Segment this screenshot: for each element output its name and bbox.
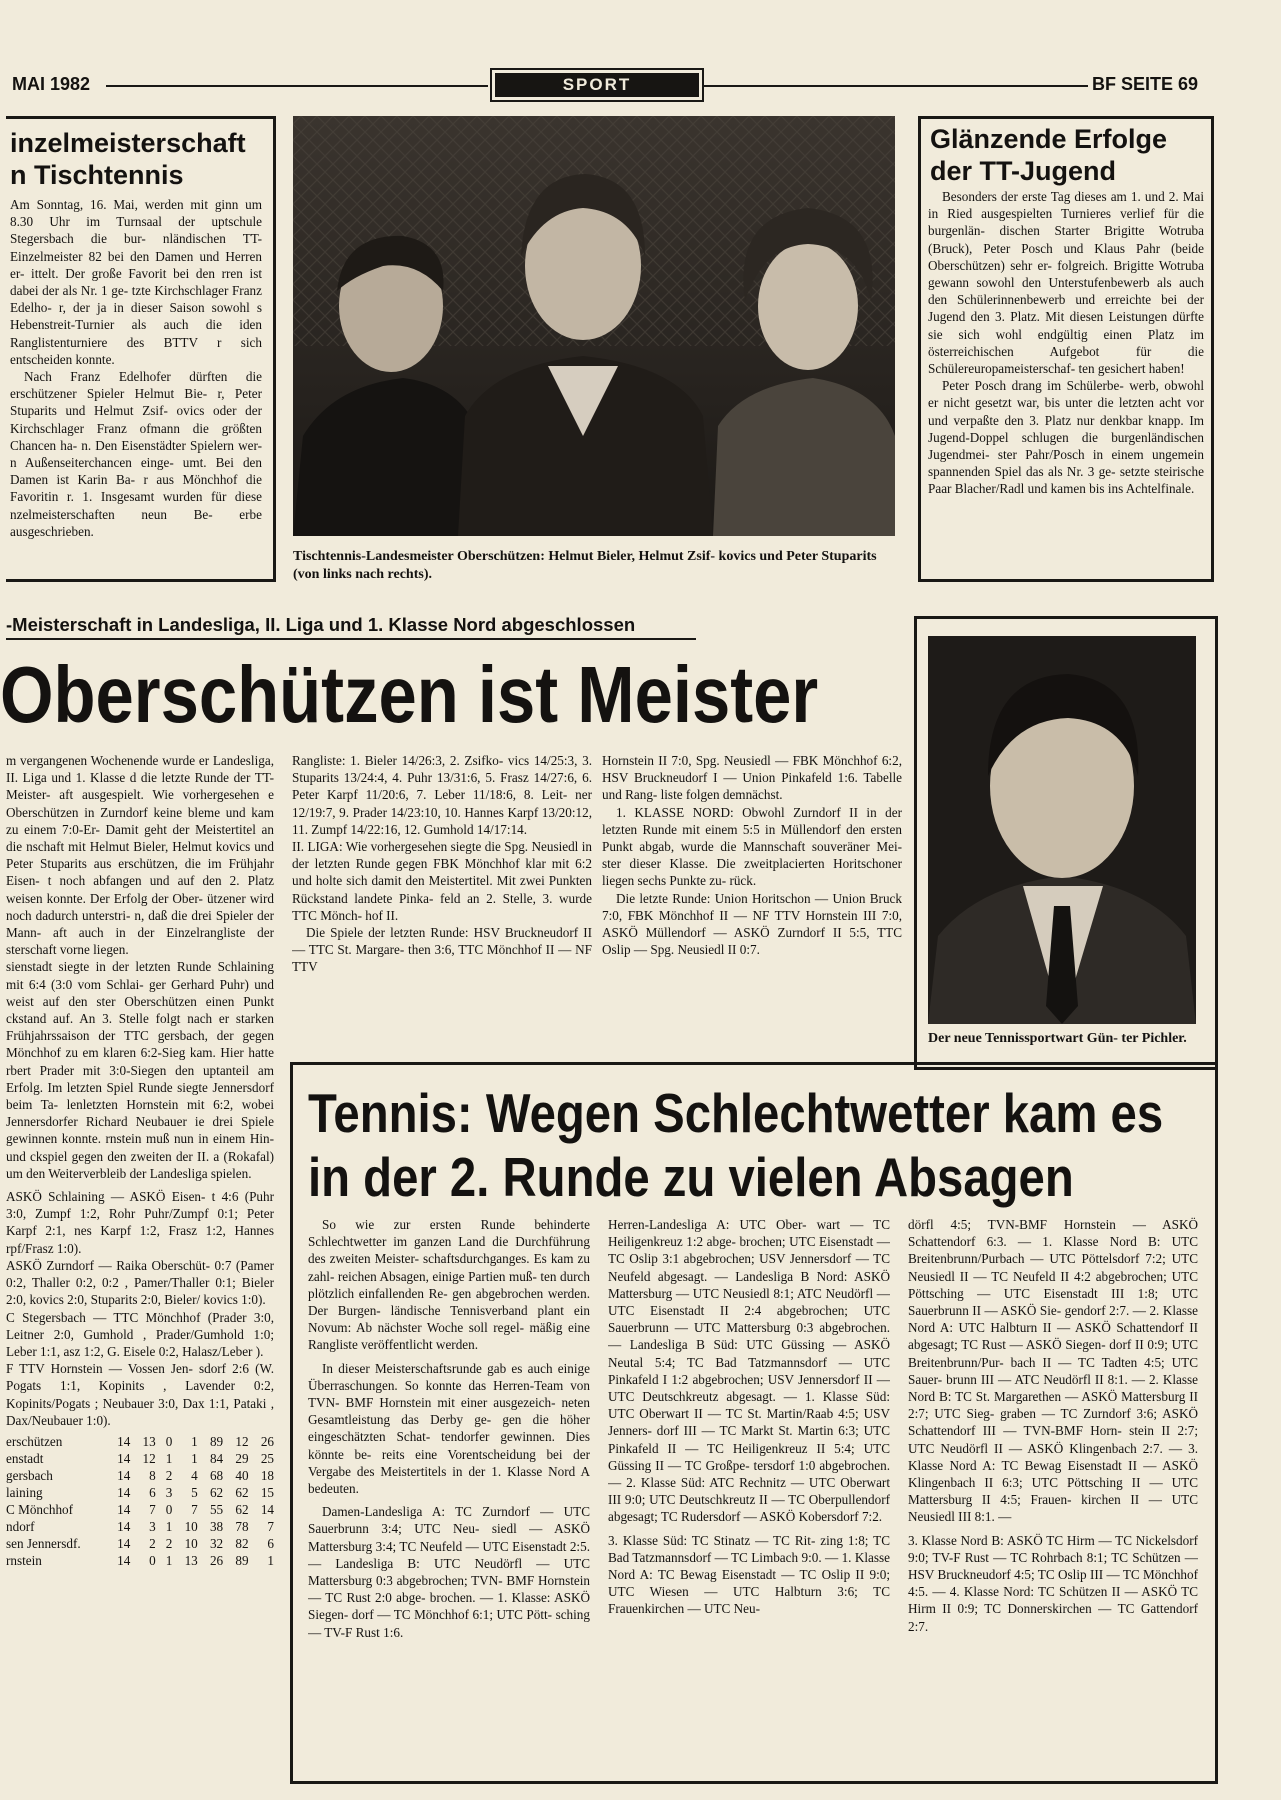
standings-value: 78 — [235, 1518, 249, 1534]
standings-team: enstadt — [6, 1450, 44, 1466]
standings-value: 10 — [184, 1535, 198, 1551]
meister-paragraph: Die Spiele der letzten Runde: HSV Bruckneudorf II — TTC St. Margare- then 3:6, TTC Mönchhof II — NF TTV — [292, 925, 592, 975]
meister-paragraph: Die letzte Runde: Union Horitschon — Union Bruck 7:0, FBK Mönchhof II — NF TTV Hornstein III 7:0, ASKÖ Müllendorf — ASKÖ Zurndorf II 5:5, TTC Oslip — Spg. Neusiedl II 0:7. — [602, 890, 902, 958]
standings-value: 1 — [165, 1450, 173, 1466]
standings-value: 14 — [117, 1433, 131, 1449]
standings-value: 12 — [235, 1433, 249, 1449]
standings-value: 55 — [209, 1501, 224, 1517]
standings-value: 13 — [184, 1552, 198, 1568]
standings-value: 7 — [149, 1501, 156, 1517]
photo-tt-players — [293, 116, 895, 536]
standings-row — [6, 1552, 274, 1569]
tt-einzel-title-2: n Tischtennis — [10, 160, 184, 190]
meister-paragraph: II. LIGA: Wie vorhergesehen siegte die Spg. Neusiedl in der letzten Runde gegen FBK Mönchhof klar mit 6:2 und holte sich damit den Meistertitel. Mit zwei Punkten Rückstand landete Pinka- feld an 2. Stelle, 3. wurde TTC Mönch- hof II. — [292, 839, 592, 923]
photo-pichler — [928, 636, 1196, 1024]
tennis-col-1 — [308, 1216, 590, 1772]
standings-value: 10 — [184, 1518, 198, 1534]
tennis-paragraph: 3. Klasse Nord B: ASKÖ TC Hirm — TC Nickelsdorf 9:0; TV-F Rust — TC Rohrbach 8:1; TC Schützen — HSV Bruckneudorf 4:5; TC Oslip III — TC Mönchhof 4:5. — 4. Klasse Nord: TC Schützen II — ASKÖ TC Hirm II 0:9; TC Donnerskirchen — TC Gattendorf 2:7. — [908, 1532, 1198, 1634]
standings-value: 14 — [117, 1552, 131, 1568]
standings-value: 6 — [267, 1535, 274, 1551]
standings-value: 14 — [260, 1501, 274, 1517]
standings-value: 40 — [235, 1467, 249, 1483]
meister-col-3 — [602, 752, 902, 1028]
standings-team: gersbach — [6, 1467, 53, 1483]
standings-value: 13 — [142, 1433, 156, 1449]
tennis-paragraph: So wie zur ersten Runde behinderte Schlechtwetter im ganzen Land die Durchführung des zweiten Meister- schaftsdurchganges. Es kam zu zahl- reichen Absagen, einige Partien muß- ten durch plötzlich einfallenden Re- gen abgebrochen werden. Der Burgen- ländische Tennisverband plant ein Novum: Ab nächster Woche soll regel- mäßig eine Rangliste veröffentlicht werden. — [308, 1217, 590, 1353]
tt-einzel-paragraph: Am Sonntag, 16. Mai, werden mit ginn um 8.30 Uhr im Turnsaal der uptschule Stegersbach die bur- nländischen TT-Einzelmeister 82 bei den Damen und Herren er- ittelt. Der große Favorit bei den rren ist dabei der als Nr. 1 ge- tzte Kirchschlager Franz Edelho- r, der ja in dieser Saison sowohl s Hebenstreit-Turnier als auch die iden Ranglistenturniere des BTTV r sich entscheiden konnte. — [10, 197, 262, 367]
standings-value: 25 — [260, 1450, 274, 1466]
standings-value: 6 — [149, 1484, 156, 1500]
standings-value: 32 — [209, 1535, 224, 1551]
standings-value: 1 — [165, 1518, 173, 1534]
standings-value: 89 — [235, 1552, 249, 1568]
standings-row — [6, 1518, 274, 1535]
standings-value: 1 — [191, 1433, 198, 1449]
standings-row — [6, 1433, 274, 1450]
standings-value: 5 — [191, 1484, 198, 1500]
tennis-paragraph: 3. Klasse Süd: TC Stinatz — TC Rit- zing 1:8; TC Bad Tatzmannsdorf — TC Limbach 9:0. — 1. Klasse Nord A: TC Bewag Eisenstadt — TC Oslip II 9:0; UTC Wiesen — UTC Halbturn 3:6; TC Frauenkirchen — UTC Neu- — [608, 1532, 890, 1617]
standings-value: 3 — [149, 1518, 156, 1534]
tt-jugend-paragraph: Besonders der erste Tag dieses am 1. und 2. Mai in Ried ausgespielten Turnieres verlief für die burgenlän- dischen Starter Brigitte Wotruba (Bruck), Peter Posch und Klaus Pahr (beide Oberschützen) sehr er- folgreich. Brigitte Wotruba gewann sowohl den Unterstufenbewerb als auch den Schülerinnenbewerb und erreichte bei der Jugend den 3. Platz. Mit diesen Leistungen dürfte sie sich wohl endgültig einen Platz im österreichischen Aufgebot für die Schülereuropameisterschaf- ten gesichert haben! — [928, 189, 1204, 377]
standings-value: 15 — [260, 1484, 274, 1500]
tt-jugend-paragraph: Peter Posch drang im Schülerbe- werb, obwohl er nicht gesetzt war, bis unter die letzten acht vor und verpaßte den 3. Platz nur denkbar knapp. Im Jugend-Doppel schlugen die burgenländischen Jugendmei- ster Pahr/Posch in einem ungemein spannenden Spiel das als Nr. 3 ge- setzte steirische Paar Blacher/Radl und kamen bis ins Achtelfinale. — [928, 378, 1204, 497]
standings-value: 29 — [235, 1450, 249, 1466]
standings-value: 2 — [149, 1535, 156, 1551]
standings-value: 82 — [235, 1535, 249, 1551]
tt-jugend-article — [928, 188, 1204, 576]
standings-value: 7 — [267, 1518, 274, 1534]
page-number: BF SEITE 69 — [1092, 74, 1199, 94]
standings-team: laining — [6, 1484, 43, 1500]
standings-value: 14 — [117, 1535, 131, 1551]
standings-value: 1 — [165, 1552, 173, 1568]
meister-paragraph: Rangliste: 1. Bieler 14/26:3, 2. Zsifko- vics 14/25:3, 3. Stuparits 13/24:4, 4. Puhr 13/31:6, 5. Frasz 14/27:6, 6. Peter Karpf 11/20:6, 7. Leber 11/18:6, 8. Leit- ner 12/19:7, 9. Prader 14/23:10, 10. Hannes Karpf 13/20:12, 11. Zumpf 14/22:16, 12. Gumhold 14/17:14. — [292, 753, 592, 837]
standings-value: 0 — [165, 1433, 173, 1449]
tt-jugend-title-2: der TT-Jugend — [930, 156, 1117, 186]
header-rule-left — [106, 85, 488, 87]
standings-value: 12 — [142, 1450, 156, 1466]
meister-result: ASKÖ Schlaining — ASKÖ Eisen- t 4:6 (Puhr 3:0, Zumpf 1:2, Rohr Puhr/Zumpf 0:1; Peter Karpf 2:1, nes Karpf 1:2, Frasz 1:2, Hannes rpf/Frasz 1:0). — [6, 1189, 274, 1256]
tt-einzel-title-1: inzelmeisterschaft — [10, 128, 246, 158]
tennis-paragraph: dörfl 4:5; TVN-BMF Hornstein — ASKÖ Schattendorf 6:3. — 1. Klasse Nord B: UTC Breitenbrunn/Purbach — UTC Pöttelsdorf 7:2; UTC Neusiedl II — TC Neufeld II 4:2 abgebrochen; UTC Pöttsching — UTC Eisenstadt III 1:8; UTC Sauerbrunn II — ASKÖ Sie- gendorf 2:7. — 2. Klasse Nord A: UTC Halbturn II — ASKÖ Schattendorf II abgesagt; TC Rust — ASKÖ Siegen- dorf II 0:9; UTC Breitenbrunn/Pur- bach II — TC Tadten 4:5; UTC Sauer- brunn III — ATC Neudörfl II 8:1. — 2. Klasse Nord B: TC St. Margarethen — ASKÖ Mattersburg II 2:7; UTC Sieg- graben — TC Zurndorf 3:6; ASKÖ Schattendorf III — TVN-BMF Horn- stein II 2:7; UTC Neudörfl II — ASKÖ Klingenbach 2:7. — 3. Klasse Nord A: TC Bewag Eisenstadt II — ASKÖ Klingenbach II 6:3; UTC Pöttsching II — UTC Mattersburg II 4:5; Frauen- kirchen II — UTC Neusiedl III 8:1. — — [908, 1217, 1198, 1525]
standings-value: 2 — [165, 1467, 173, 1483]
tennis-col-2 — [608, 1216, 890, 1772]
standings-value: 4 — [191, 1467, 198, 1483]
tt-jugend-title-1: Glänzende Erfolge — [930, 124, 1168, 154]
standings-value: 14 — [117, 1484, 131, 1500]
meister-result: ASKÖ Zurndorf — Raika Oberschüt- 0:7 (Pamer 0:2, Thaller 0:2, 0:2 , Pamer/Thaller 0:1; Bieler 2:0, kovics 2:0, Stuparits 2:0, Bieler/ kovics 1:0). — [6, 1257, 274, 1308]
standings-team: erschützen — [6, 1433, 63, 1449]
pichler-photo-image — [928, 636, 1196, 1024]
tennis-headline-1: Tennis: Wegen Schlechtwetter kam es — [308, 1082, 1164, 1144]
standings-team: rnstein — [6, 1552, 42, 1568]
meister-result: C Stegersbach — TTC Mönchhof (Prader 3:0, Leitner 2:0, Gumhold , Prader/Gumhold 1:0; Leber 1:1, asz 1:2, G. Eisele 0:2, Halasz/Leber ). — [6, 1309, 274, 1359]
tt-einzel-paragraph: Nach Franz Edelhofer dürften die erschützener Spieler Helmut Bie- r, Peter Stuparits und Helmut Zsif- ovics oder der Kirchschlager Franz ofmann die größten Chancen ha- n. Den Eisenstädter Spielern wer- n Außenseiterchancen einge- umt. Bei den Damen ist Karin Ba- r aus Mönchhof die Favoritin r. 1. Insgesamt wurden für diese nzelmeisterschaften neun Be- erbe ausgeschrieben. — [10, 369, 262, 539]
standings-value: 0 — [149, 1552, 156, 1568]
standings-value: 14 — [117, 1501, 131, 1517]
tennis-paragraph: Herren-Landesliga A: UTC Ober- wart — TC Heiligenkreuz 1:2 abge- brochen; UTC Eisenstadt — TC Oslip 3:1 abgebrochen; USV Jennersdorf — TC Neufeld abgesagt. — Landesliga B Nord: ASKÖ Mattersburg — UTC Neusiedl 8:1; ATC Neudörfl — UTC Eisenstadt II 2:4 abgebrochen; UTC Sauerbrunn — UTC Mattersburg 0:3 abgebrochen. — Landesliga B Süd: UTC Güssing — ASKÖ Neutal 5:4; TC Bad Tatzmannsdorf — UTC Pinkafeld I 1:2 abgebrochen; USV Jennersdorf II — UTC Deutschkreutz abgesagt. — 1. Klasse Süd: UTC Oberwart II — TC St. Martin/Raab 4:5; USV Jenners- dorf III — TC Markt St. Martin 6:3; UTC Pinkafeld II — TC Heiligenkreuz II 5:4; UTC Güssing II — TC Großpe- tersdorf 1:0 abgebrochen. — 2. Klasse Süd: ATC Rechnitz — UTC Oberwart III 9:0; UTC Deutschkreutz II — TC Oberpullendorf abgesagt; TC Rudersdorf — ASKÖ Kobersdorf 7:2. — [608, 1217, 890, 1525]
meister-result: F TTV Hornstein — Vossen Jen- sdorf 2:6 (W. Pogats 1:1, Kopinits , Lavender 0:2, Kopinits/Pogats ; Neubauer 3:0, Dax 1:1, Pataki , Dax/Neubauer 1:0). — [6, 1361, 274, 1428]
portrait-caption: Der neue Tennissportwart Gün- ter Pichler. — [928, 1031, 1187, 1046]
meister-col-2 — [292, 752, 592, 1028]
issue-date: MAI 1982 — [12, 74, 91, 94]
standings-row — [6, 1535, 274, 1552]
standings-value: 62 — [235, 1484, 249, 1500]
standings-team: sen Jennersdf. — [6, 1535, 81, 1551]
standings-team: C Mönchhof — [6, 1501, 74, 1517]
standings-value: 14 — [117, 1467, 131, 1483]
meister-paragraph: m vergangenen Wochenende wurde er Landesliga, II. Liga und 1. Klasse d die letzte Runde der TT-Meister- aft ausgespielt. Wie vorhergesehen e Oberschützen in Zurndorf keine bleme und kam zu einem 7:0-Er- Damit geht der Meistertitel an die nschaft mit Helmut Bieler, Helmut kovics und Peter Stuparits aus erschützen, die im Frühjahr Eisen- t noch abfangen und auf den 2. Platz weisen konnte. Der Erfolg der Ober- ützener wird noch dadurch unterstri- n, daß die drei Spieler der Mann- aft auch in der Einzelrangliste der sterschaft vorne liegen. — [6, 753, 274, 958]
standings-row — [6, 1450, 274, 1467]
standings-row — [6, 1467, 274, 1484]
standings-value: 7 — [191, 1501, 198, 1517]
standings-value: 1 — [267, 1552, 274, 1568]
standings-value: 62 — [235, 1501, 249, 1517]
photo-tt-caption: Tischtennis-Landesmeister Oberschützen: Helmut Bieler, Helmut Zsif- kovics und Peter Stuparits (von links nach rechts). — [293, 549, 877, 582]
standings-value: 68 — [209, 1467, 224, 1483]
meister-col-1 — [6, 752, 274, 1782]
meister-paragraph: 1. KLASSE NORD: Obwohl Zurndorf II in der letzten Runde mit einem 5:5 in Müllendorf den ersten Punkt abgab, wurde die Mannschaft souveräner Mei- ster dieser Klasse. Die zweitplacierten Horitschoner liegen sechs Punkte zu- rück. — [602, 804, 902, 889]
kicker-underline — [6, 638, 696, 640]
standings-value: 8 — [149, 1467, 156, 1483]
standings-value: 2 — [165, 1535, 173, 1551]
players-photo-image — [293, 116, 895, 536]
standings-value: 1 — [191, 1450, 198, 1466]
standings-value: 62 — [209, 1484, 224, 1500]
header-rule-right — [702, 85, 1088, 87]
tennis-paragraph: Damen-Landesliga A: TC Zurndorf — UTC Sauerbrunn 3:4; UTC Neu- siedl — ASKÖ Mattersburg 3:4; TC Neufeld — UTC Eisenstadt 2:5. — Landesliga B: UTC Neudörfl — UTC Mattersburg 0:3 abgebrochen; TVN- BMF Hornstein — TC Rust 2:0 abge- brochen. — 1. Klasse: ASKÖ Siegen- dorf — TC Mönchhof 6:1; UTC Pött- sching — TV-F Rust 1:6. — [308, 1504, 590, 1640]
tt-einzel-article — [10, 196, 262, 572]
section-label: SPORT — [490, 68, 704, 102]
tennis-headline-2: in der 2. Runde zu vielen Absagen — [308, 1146, 1074, 1208]
standings-row — [6, 1484, 274, 1501]
standings-table — [6, 1433, 274, 1569]
meister-kicker: -Meisterschaft in Landesliga, II. Liga und 1. Klasse Nord abgeschlossen — [6, 614, 636, 635]
standings-value: 26 — [260, 1433, 274, 1449]
standings-value: 3 — [165, 1484, 173, 1500]
standings-value: 0 — [165, 1501, 173, 1517]
tennis-col-3 — [908, 1216, 1198, 1772]
standings-row — [6, 1501, 274, 1518]
standings-value: 84 — [209, 1450, 224, 1466]
meister-headline: Oberschützen ist Meister — [0, 650, 819, 739]
standings-value: 18 — [260, 1467, 274, 1483]
standings-value: 26 — [209, 1552, 224, 1568]
standings-team: ndorf — [6, 1518, 35, 1534]
standings-value: 14 — [117, 1518, 131, 1534]
standings-value: 14 — [117, 1450, 131, 1466]
standings-value: 38 — [209, 1518, 224, 1534]
meister-paragraph: Hornstein II 7:0, Spg. Neusiedl — FBK Mönchhof 6:2, HSV Bruckneudorf I — Union Pinkafeld 1:6. Tabelle und Rang- liste folgen demnächst. — [602, 753, 902, 803]
meister-paragraph: sienstadt siegte in der letzten Runde Schlaining mit 6:4 (3:0 vom Schlai- ger Gerhard Puhr) und weist auf den ster Oberschützen einen Punkt ckstand auf. An 3. Stelle folgt nach er starken Frühjahrssaison der TTC gersbach, der gegen Mönchhof zu em klaren 6:2-Sieg kam. Hier hatte rbert Prader mit 3:0-Siegen den uptanteil am Erfolg. Im letzten Spiel Runde siegte Jennersdorf beim Ta- lenletzten Hornstein mit 6:2, wobei Jennersdorfer Richard Neubauer ie drei Spiele gewinnen konnte. rnstein muß nun in einem Hin- und ckspiel gegen den zweiten der II. a (Rokafal) um den Weiterverbleib der Landesliga spielen. — [6, 959, 274, 1181]
standings-value: 89 — [209, 1433, 224, 1449]
tennis-paragraph: In dieser Meisterschaftsrunde gab es auch einige Überraschungen. So konnte das Herren-Team von TVN- BMF Hornstein mit einer ausgezeich- neten Gesamtleistung das Derby ge- gen die höher eingeschätzten Schat- tendorfer gewinnen. Dies könnte be- reits eine Vorentscheidung bei der Vergabe des Meistertitels in der 1. Klasse Nord A bedeuten. — [308, 1360, 590, 1497]
